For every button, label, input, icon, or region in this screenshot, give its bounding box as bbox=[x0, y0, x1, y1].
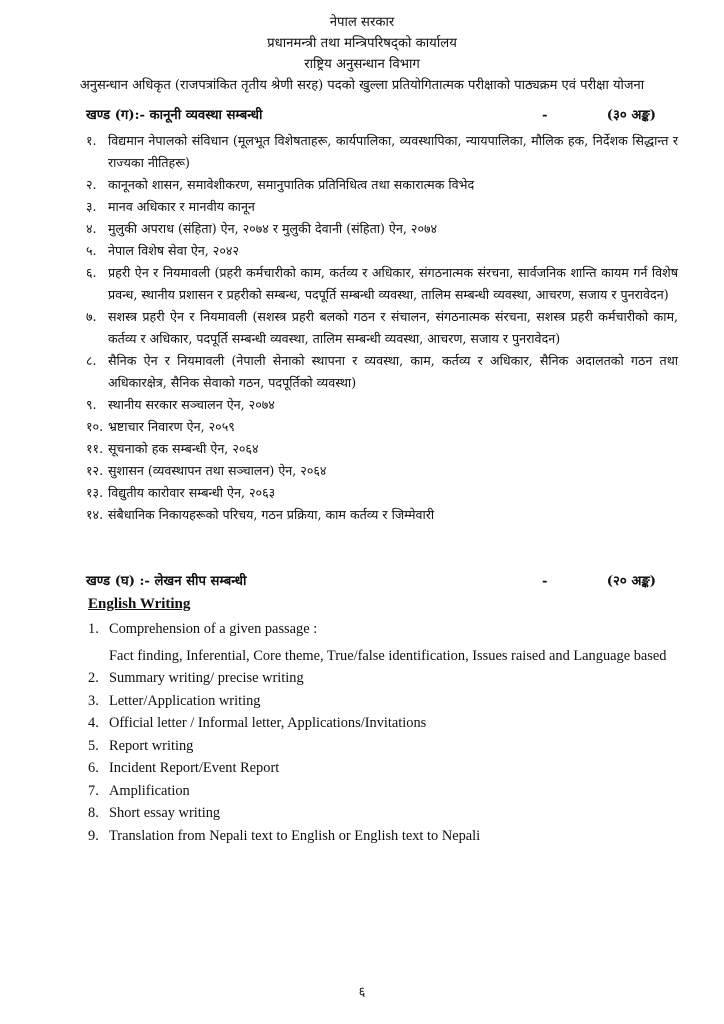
section-gha-dash: - bbox=[542, 574, 548, 589]
item-subtext: Fact finding, Inferential, Core theme, True/false identification, Issues raised and Language based bbox=[109, 647, 667, 664]
item-text: Translation from Nepali text to English or English text to Nepali bbox=[109, 827, 481, 844]
item-text: स्थानीय सरकार सञ्चालन ऐन, २०७४ bbox=[108, 397, 275, 412]
list-item bbox=[88, 735, 674, 758]
item-text: Short essay writing bbox=[109, 805, 221, 821]
item-text: Amplification bbox=[109, 782, 190, 799]
item-number: ७. bbox=[86, 309, 97, 324]
list-item bbox=[86, 240, 678, 262]
section-gha-marks: (२० अङ्क) bbox=[606, 574, 656, 589]
item-number: 7. bbox=[88, 782, 99, 799]
item-number: १४. bbox=[86, 507, 104, 522]
item-number: ६. bbox=[86, 265, 97, 280]
item-text: भ्रष्टाचार निवारण ऐन, २०५९ bbox=[108, 419, 235, 434]
item-number: १२. bbox=[86, 463, 104, 478]
item-text: मुलुकी अपराध (संहिता) ऐन, २०७४ र मुलुकी देवानी (संहिता) ऐन, २०७४ bbox=[108, 221, 438, 236]
item-text: Summary writing/ precise writing bbox=[109, 670, 304, 686]
list-item bbox=[88, 667, 674, 690]
item-text: प्रहरी ऐन र नियमावली (प्रहरी कर्मचारीको काम, कर्तव्य र अधिकार, संगठनात्मक संरचना, सार्वजनिक शान्ति कायम गर्न विशेष प्रवन्ध, स्थानीय प्रशासन र प्रहरीको सम्बन्ध, पदपूर्ति सम्बन्धी व्यवस्था, तालिम सम्बन्धी व्यवस्था, आचरण, सजाय र पुनरावेदन) bbox=[108, 265, 678, 302]
list-item bbox=[86, 130, 678, 174]
item-number: ९. bbox=[86, 397, 97, 412]
syllabus-title: अनुसन्धान अधिकृत (राजपत्रांकित तृतीय श्रेणी सरह) पदको खुल्ला प्रतियोगितात्मक परीक्षाको पाठ्यक्रम एवं परीक्षा योजना bbox=[79, 78, 645, 93]
item-text: Report writing bbox=[109, 737, 194, 754]
section-ga-marks: (३० अङ्क) bbox=[606, 108, 656, 123]
item-number: ११. bbox=[86, 441, 104, 456]
item-number: 1. bbox=[88, 621, 99, 637]
item-number: 4. bbox=[88, 715, 99, 731]
list-item bbox=[86, 306, 678, 350]
item-text: विद्यमान नेपालको संविधान (मूलभूत विशेषताहरू, कार्यपालिका, व्यवस्थापिका, न्यायपालिका, मौलिक हक, निर्देशक सिद्धान्त र राज्यका नीतिहरू) bbox=[108, 133, 678, 170]
list-item bbox=[88, 712, 674, 735]
item-number: ५. bbox=[86, 243, 97, 258]
list-item bbox=[86, 394, 678, 416]
item-number: 9. bbox=[88, 827, 99, 844]
list-item bbox=[86, 416, 678, 438]
list-item bbox=[88, 690, 674, 713]
item-number: ३. bbox=[86, 199, 97, 214]
item-text: सैनिक ऐन र नियमावली (नेपाली सेनाको स्थापना र व्यवस्था, काम, कर्तव्य र अधिकार, सैनिक अदालतको गठन तथा अधिकारक्षेत्र, सैनिक सेवाको गठन, पदपूर्तिको व्यवस्था) bbox=[108, 353, 678, 390]
item-text: संबैधानिक निकायहरूको परिचय, गठन प्रक्रिया, काम कर्तव्य र जिम्मेवारी bbox=[108, 507, 435, 522]
list-item bbox=[86, 438, 678, 460]
list-item bbox=[88, 825, 674, 848]
list-item bbox=[88, 802, 674, 825]
list-item bbox=[86, 262, 678, 306]
item-text: सूचनाको हक सम्बन्धी ऐन, २०६४ bbox=[108, 441, 259, 456]
item-text: कानूनको शासन, समावेशीकरण, समानुपातिक प्रतिनिधित्व तथा सकारात्मक विभेद bbox=[108, 177, 475, 192]
item-text: Letter/Application writing bbox=[109, 692, 261, 709]
list-item bbox=[88, 757, 674, 780]
item-number: ८. bbox=[86, 353, 97, 368]
item-text: Incident Report/Event Report bbox=[109, 760, 280, 776]
item-number: ४. bbox=[86, 221, 97, 236]
section-gha-title: खण्ड (घ) :- लेखन सीप सम्बन्धी bbox=[86, 574, 247, 589]
document-header bbox=[0, 12, 724, 96]
item-text: सुशासन (व्यवस्थापन तथा सञ्चालन) ऐन, २०६४ bbox=[108, 463, 327, 478]
list-item bbox=[86, 460, 678, 482]
item-number: 6. bbox=[88, 760, 99, 776]
section-ga-title: खण्ड (ग):- कानूनी व्यवस्था सम्बन्धी bbox=[86, 108, 263, 123]
item-text: Official letter / Informal letter, Applications/Invitations bbox=[109, 715, 427, 731]
item-text: Comprehension of a given passage : bbox=[109, 621, 318, 637]
item-number: 3. bbox=[88, 692, 99, 709]
list-item bbox=[88, 618, 674, 667]
english-writing-title: English Writing bbox=[88, 596, 191, 612]
item-number: २. bbox=[86, 177, 97, 192]
government-name: नेपाल सरकार bbox=[329, 15, 395, 30]
item-number: 8. bbox=[88, 805, 99, 821]
department-name: राष्ट्रिय अनुसन्धान विभाग bbox=[304, 57, 420, 72]
item-text: विद्युतीय कारोवार सम्बन्धी ऐन, २०६३ bbox=[108, 485, 276, 500]
section-gha-heading bbox=[86, 572, 656, 592]
item-number: १३. bbox=[86, 485, 104, 500]
item-number: 5. bbox=[88, 737, 99, 754]
section-ga-heading bbox=[86, 106, 656, 126]
list-item bbox=[86, 482, 678, 504]
list-item bbox=[86, 504, 678, 526]
item-number: १. bbox=[86, 133, 97, 148]
list-item bbox=[86, 174, 678, 196]
list-item bbox=[88, 780, 674, 803]
list-item bbox=[86, 350, 678, 394]
page-number: ६ bbox=[358, 985, 366, 1000]
legal-topics-list bbox=[86, 130, 678, 526]
item-number: १०. bbox=[86, 419, 104, 434]
list-item bbox=[86, 196, 678, 218]
item-text: सशस्त्र प्रहरी ऐन र नियमावली (सशस्त्र प्रहरी बलको गठन र संचालन, संगठनात्मक संरचना, सशस्त्र प्रहरी कर्मचारीको काम, कर्तव्य र अधिकार, पदपूर्ति सम्बन्धी व्यवस्था, तालिम सम्बन्धी व्यवस्था, आचरण, सजाय र पुनरावेदन) bbox=[108, 309, 678, 346]
item-text: मानव अधिकार र मानवीय कानून bbox=[108, 199, 255, 214]
english-topics-list bbox=[88, 618, 674, 847]
list-item bbox=[86, 218, 678, 240]
item-number: 2. bbox=[88, 670, 99, 686]
section-ga-dash: - bbox=[542, 108, 548, 123]
office-name: प्रधानमन्त्री तथा मन्त्रिपरिषद्को कार्यालय bbox=[267, 36, 457, 51]
item-text: नेपाल विशेष सेवा ऐन, २०४२ bbox=[108, 243, 239, 258]
